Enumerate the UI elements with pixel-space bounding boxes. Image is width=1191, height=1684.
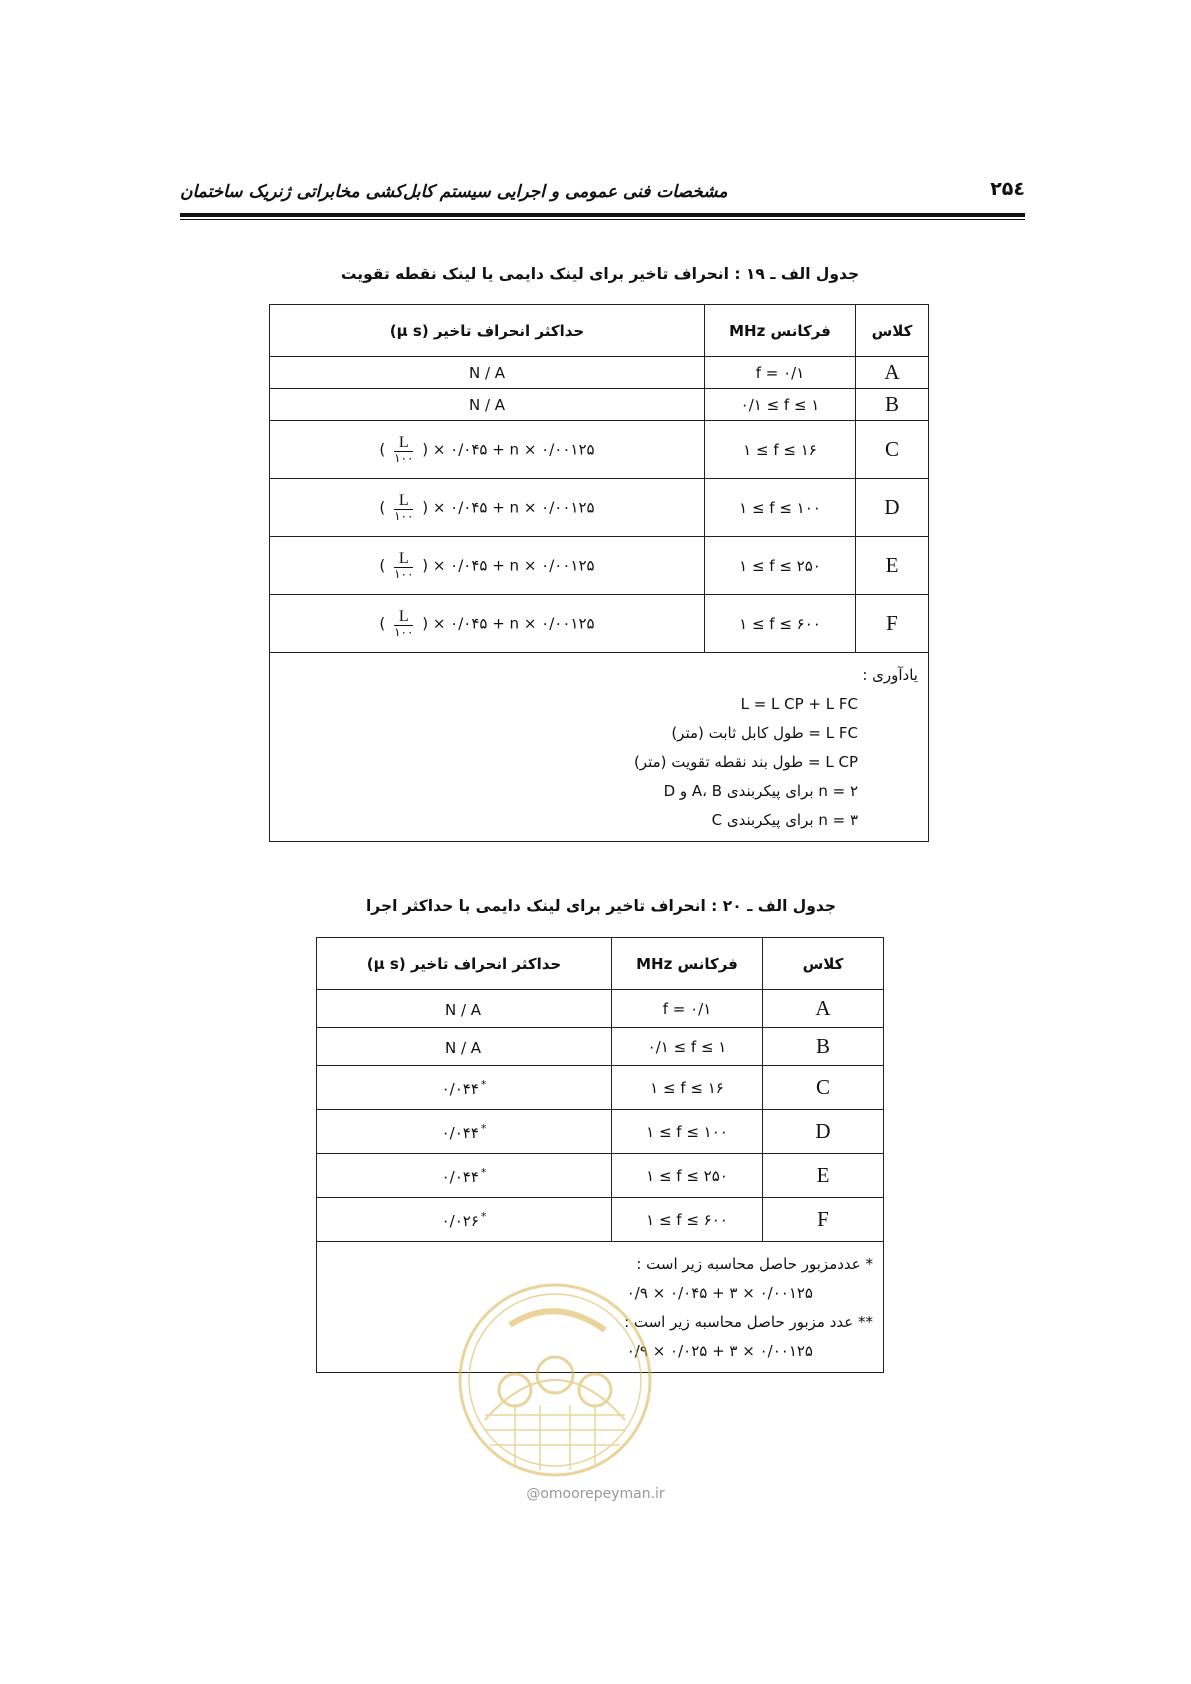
footnote-star: * — [480, 1077, 487, 1091]
freq-cell: ۱ ≤ f ≤ ۶۰۰ — [612, 1198, 763, 1242]
footnote-line: * عددمزبور حاصل محاسبه زیر است : — [636, 1255, 873, 1273]
table-row — [270, 389, 929, 421]
fraction-numerator: L — [394, 492, 413, 511]
table19 — [269, 304, 929, 842]
max-value: ۰/۰۴۴ — [441, 1123, 479, 1142]
formula-fraction — [394, 608, 413, 640]
header-rule-thick — [180, 213, 1025, 217]
class-cell: E — [856, 537, 929, 595]
table-row — [270, 537, 929, 595]
freq-cell: ۱ ≤ f ≤ ۱۶ — [612, 1066, 763, 1110]
formula-rest: × ۰/۰۴۵ + n × ۰/۰۰۱۲۵ — [432, 498, 595, 516]
max-formula-cell — [270, 479, 705, 537]
table20-header-class: کلاس — [763, 938, 884, 990]
freq-cell: ۱ ≤ f ≤ ۱۰۰ — [612, 1110, 763, 1154]
freq-cell: ۱ ≤ f ≤ ۱۰۰ — [705, 479, 856, 537]
table19-header-max: حداکثر انحراف تاخیر (μ s) — [270, 305, 705, 357]
class-cell: A — [856, 357, 929, 389]
max-cell — [317, 1110, 612, 1154]
freq-cell: f = ۰/۱ — [612, 990, 763, 1028]
watermark-seal-icon — [455, 1280, 655, 1480]
fraction-numerator: L — [394, 550, 413, 569]
freq-cell: ۱ ≤ f ≤ ۱۶ — [705, 421, 856, 479]
table19-notes — [270, 653, 929, 842]
class-cell: B — [856, 389, 929, 421]
page-number: ۲۵٤ — [990, 178, 1025, 200]
table-row — [270, 357, 929, 389]
footnote-star: * — [480, 1209, 487, 1223]
formula-close-paren: ) — [422, 498, 429, 516]
table-row — [270, 421, 929, 479]
formula-open-paren: ( — [379, 556, 386, 574]
formula-close-paren: ) — [422, 556, 429, 574]
table19-header-row — [270, 305, 929, 357]
max-cell — [317, 1066, 612, 1110]
max-value: N / A — [444, 1000, 482, 1019]
class-cell: C — [763, 1066, 884, 1110]
formula-rest: × ۰/۰۴۵ + n × ۰/۰۰۱۲۵ — [432, 556, 595, 574]
note-line: n = ۳ برای پیکربندی C — [711, 811, 858, 829]
table20-header-max: حداکثر انحراف تاخیر (μ s) — [317, 938, 612, 990]
fraction-numerator: L — [394, 434, 413, 453]
footnote-line: ** عدد مزبور حاصل محاسبه زیر است : — [624, 1313, 873, 1331]
freq-cell: ۱ ≤ f ≤ ۲۵۰ — [612, 1154, 763, 1198]
table-row — [270, 479, 929, 537]
class-cell: F — [763, 1198, 884, 1242]
class-cell: A — [763, 990, 884, 1028]
freq-cell: ۱ ≤ f ≤ ۶۰۰ — [705, 595, 856, 653]
fraction-denominator: ۱۰۰ — [394, 509, 414, 524]
formula-close-paren: ) — [422, 440, 429, 458]
table-row — [317, 990, 884, 1028]
class-cell: E — [763, 1154, 884, 1198]
table-row — [317, 1110, 884, 1154]
freq-cell: ۰/۱ ≤ f ≤ ۱ — [612, 1028, 763, 1066]
table19-notes-row — [270, 653, 929, 842]
max-formula-cell — [270, 421, 705, 479]
formula-rest: × ۰/۰۴۵ + n × ۰/۰۰۱۲۵ — [432, 614, 595, 632]
table19-header-freq: فرکانس MHz — [705, 305, 856, 357]
table-row — [270, 595, 929, 653]
footnote-formula: ۰/۰۰۱۲۵ × ۳ + ۰/۰۲۵ × ۰/۹ — [626, 1342, 813, 1360]
note-line: n = ۲ برای پیکربندی A، B و D — [663, 782, 858, 800]
fraction-denominator: ۱۰۰ — [394, 567, 414, 582]
footnote-star: * — [480, 1121, 487, 1135]
fraction-numerator: L — [394, 608, 413, 627]
class-cell: F — [856, 595, 929, 653]
header-rule-thin — [180, 219, 1025, 220]
class-cell: D — [856, 479, 929, 537]
max-value: ۰/۰۴۴ — [441, 1167, 479, 1186]
page-header — [180, 178, 1025, 208]
formula-open-paren: ( — [379, 440, 386, 458]
formula-close-paren: ) — [422, 614, 429, 632]
table-row — [317, 1028, 884, 1066]
table19-caption: جدول الف ـ ۱۹ : انحراف تاخیر برای لینک دایمی یا لینک نقطه تقویت — [340, 265, 860, 283]
max-cell: N / A — [270, 389, 705, 421]
freq-cell: ۱ ≤ f ≤ ۲۵۰ — [705, 537, 856, 595]
max-formula-cell — [270, 595, 705, 653]
table20-header-row — [317, 938, 884, 990]
formula-open-paren: ( — [379, 498, 386, 516]
footnote-star: * — [480, 1165, 487, 1179]
max-formula-cell — [270, 537, 705, 595]
freq-cell: ۰/۱ ≤ f ≤ ۱ — [705, 389, 856, 421]
table-row — [317, 1154, 884, 1198]
max-cell — [317, 1198, 612, 1242]
max-cell: N / A — [270, 357, 705, 389]
table19-header-class: کلاس — [856, 305, 929, 357]
table-row — [317, 1198, 884, 1242]
note-line: L FC = طول کابل ثابت (متر) — [671, 724, 858, 742]
footnote-formula: ۰/۰۰۱۲۵ × ۳ + ۰/۰۴۵ × ۰/۹ — [626, 1284, 813, 1302]
formula-open-paren: ( — [379, 614, 386, 632]
fraction-denominator: ۱۰۰ — [394, 625, 414, 640]
note-line: L = L CP + L FC — [740, 695, 858, 713]
class-cell: B — [763, 1028, 884, 1066]
note-line: L CP = طول بند نقطه تقویت (متر) — [633, 753, 858, 771]
max-cell — [317, 1028, 612, 1066]
max-value: ۰/۰۴۴ — [441, 1079, 479, 1098]
fraction-denominator: ۱۰۰ — [394, 451, 414, 466]
class-cell: C — [856, 421, 929, 479]
formula-fraction — [394, 550, 413, 582]
max-value: N / A — [444, 1038, 482, 1057]
class-cell: D — [763, 1110, 884, 1154]
freq-cell: f = ۰/۱ — [705, 357, 856, 389]
watermark-url: @omoorepeyman.ir — [526, 1486, 665, 1502]
table20-header-freq: فرکانس MHz — [612, 938, 763, 990]
running-title: مشخصات فنی عمومی و اجرایی سیستم کابل‌کشی مخابراتی ژنریک ساختمان — [180, 182, 728, 202]
max-cell — [317, 990, 612, 1028]
note-line: یادآوری : — [862, 666, 918, 684]
max-value: ۰/۰۲۶ — [441, 1211, 479, 1230]
max-cell — [317, 1154, 612, 1198]
formula-fraction — [394, 434, 413, 466]
formula-fraction — [394, 492, 413, 524]
formula-rest: × ۰/۰۴۵ + n × ۰/۰۰۱۲۵ — [432, 440, 595, 458]
table20-caption: جدول الف ـ ۲۰ : انحراف تاخیر برای لینک دایمی با حداکثر اجرا — [365, 897, 836, 915]
table-row — [317, 1066, 884, 1110]
